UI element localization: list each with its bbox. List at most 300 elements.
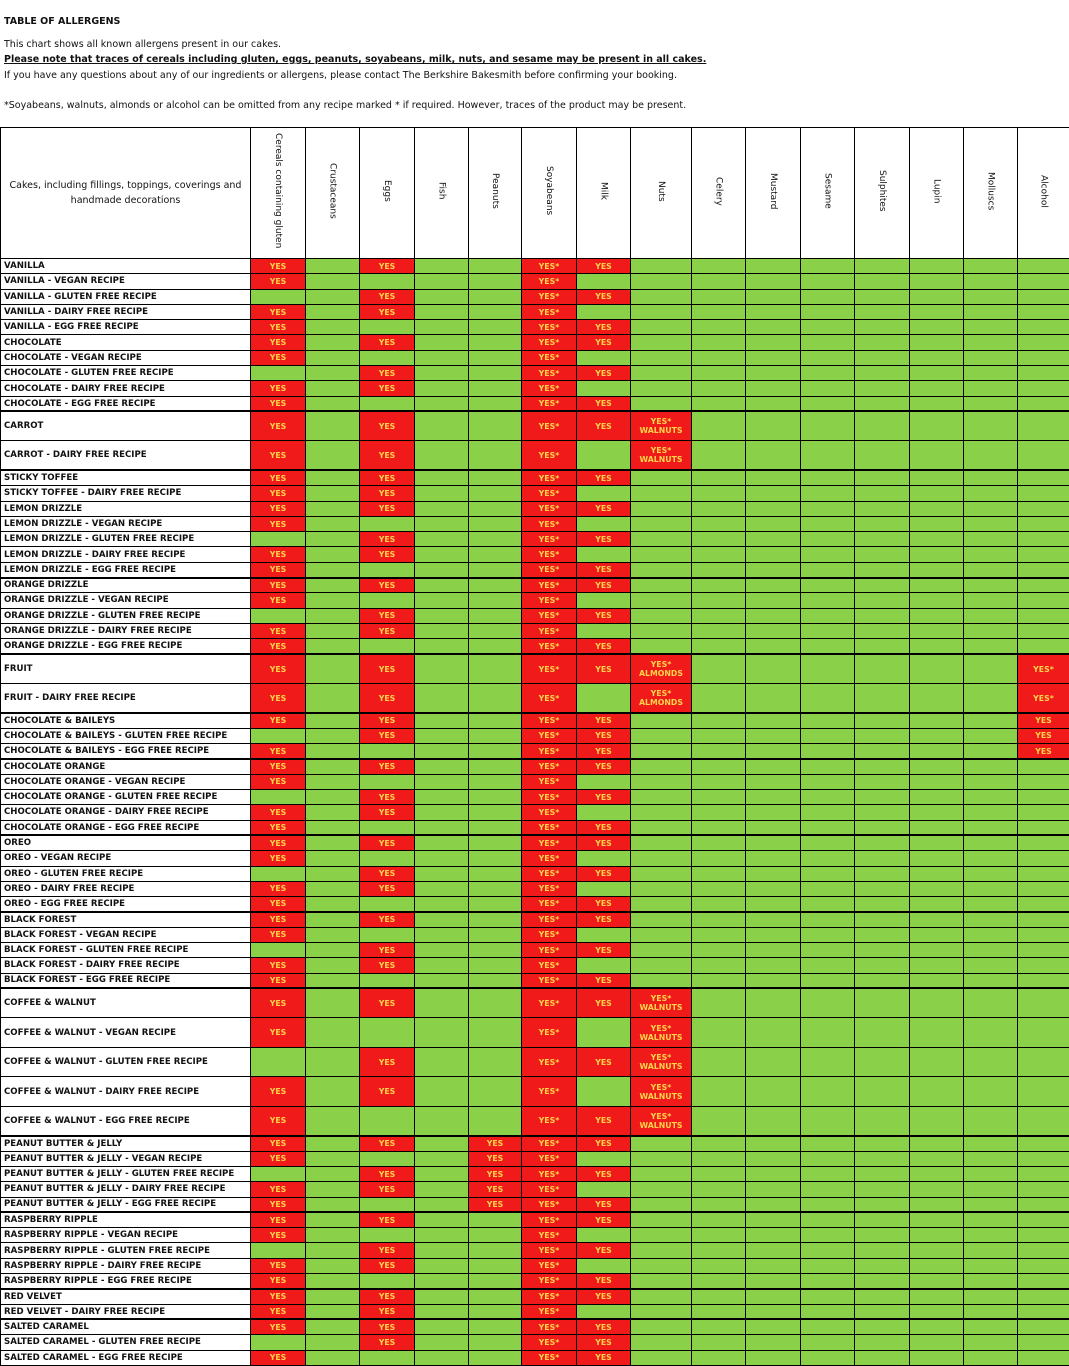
allergen-absent-cell [692, 366, 746, 381]
allergen-absent-cell [251, 1047, 306, 1077]
allergen-present-cell: YES [251, 1212, 306, 1227]
allergen-absent-cell [251, 790, 306, 805]
column-header-label: Mustard [768, 173, 778, 209]
allergen-absent-cell [1018, 1018, 1069, 1048]
allergen-absent-cell [415, 1228, 469, 1243]
table-row [1, 897, 1069, 912]
allergen-absent-cell [469, 713, 522, 728]
allergen-absent-cell [1018, 396, 1069, 411]
cake-name: OREO [1, 835, 251, 850]
table-row [1, 820, 1069, 835]
allergen-absent-cell [360, 1274, 415, 1289]
allergen-absent-cell [360, 516, 415, 531]
allergen-absent-cell [692, 1319, 746, 1334]
column-header [631, 128, 692, 259]
allergen-present-cell: YES* [522, 259, 577, 274]
allergen-absent-cell [415, 441, 469, 471]
allergen-absent-cell [415, 1274, 469, 1289]
table-row [1, 1077, 1069, 1107]
allergen-absent-cell [692, 1243, 746, 1258]
allergen-absent-cell [692, 623, 746, 638]
allergen-absent-cell [1018, 366, 1069, 381]
allergen-absent-cell [1018, 820, 1069, 835]
allergen-absent-cell [306, 1335, 360, 1350]
allergen-absent-cell [306, 259, 360, 274]
allergen-absent-cell [910, 1047, 964, 1077]
allergen-absent-cell [801, 927, 855, 942]
allergen-present-cell: YES [577, 289, 631, 304]
allergen-absent-cell [306, 1047, 360, 1077]
allergen-present-cell: YES [251, 1151, 306, 1166]
allergen-present-cell: YES [469, 1136, 522, 1151]
column-header [360, 128, 415, 259]
allergen-absent-cell [855, 713, 910, 728]
allergen-absent-cell [631, 897, 692, 912]
allergen-absent-cell [415, 304, 469, 319]
allergen-present-cell: YES [251, 1289, 306, 1304]
allergen-absent-cell [801, 1350, 855, 1365]
allergen-absent-cell [251, 1166, 306, 1181]
allergen-present-cell: YES* [522, 713, 577, 728]
allergen-absent-cell [964, 411, 1018, 441]
allergen-absent-cell [746, 820, 801, 835]
allergen-absent-cell [746, 350, 801, 365]
allergen-present-cell: YES [251, 805, 306, 820]
allergen-present-cell: YES* [522, 1289, 577, 1304]
allergen-absent-cell [306, 639, 360, 654]
allergen-absent-cell [1018, 1258, 1069, 1273]
allergen-absent-cell [746, 304, 801, 319]
allergen-present-cell: YES [577, 759, 631, 774]
allergen-absent-cell [692, 713, 746, 728]
allergen-absent-cell [469, 1319, 522, 1334]
allergen-absent-cell [692, 1335, 746, 1350]
allergen-present-cell: YES [251, 820, 306, 835]
allergen-absent-cell [801, 274, 855, 289]
allergen-absent-cell [306, 988, 360, 1018]
allergen-absent-cell [577, 805, 631, 820]
allergen-absent-cell [855, 1197, 910, 1212]
allergen-present-cell: YES [360, 501, 415, 516]
table-row [1, 593, 1069, 608]
allergen-present-cell: YES* [522, 835, 577, 850]
allergen-absent-cell [631, 820, 692, 835]
table-row [1, 1289, 1069, 1304]
allergen-absent-cell [855, 1289, 910, 1304]
allergen-absent-cell [360, 1151, 415, 1166]
allergen-absent-cell [631, 608, 692, 623]
allergen-absent-cell [910, 547, 964, 562]
allergen-absent-cell [469, 866, 522, 881]
allergen-absent-cell [692, 973, 746, 988]
allergen-absent-cell [801, 1274, 855, 1289]
allergen-absent-cell [415, 713, 469, 728]
allergen-absent-cell [964, 1350, 1018, 1365]
allergen-present-cell: YES [251, 897, 306, 912]
allergen-absent-cell [692, 1077, 746, 1107]
allergen-absent-cell [1018, 958, 1069, 973]
allergen-absent-cell [964, 805, 1018, 820]
allergen-present-cell: YES [360, 654, 415, 684]
allergen-present-cell: YES [251, 381, 306, 396]
allergen-absent-cell [306, 1166, 360, 1181]
allergen-absent-cell [746, 411, 801, 441]
allergen-absent-cell [964, 486, 1018, 501]
allergen-absent-cell [631, 759, 692, 774]
allergen-absent-cell [251, 608, 306, 623]
allergen-present-cell: YES* [522, 805, 577, 820]
allergen-absent-cell [1018, 1335, 1069, 1350]
allergen-present-cell: YES [251, 744, 306, 759]
allergen-absent-cell [415, 532, 469, 547]
allergen-absent-cell [746, 1289, 801, 1304]
allergen-absent-cell [306, 973, 360, 988]
allergen-absent-cell [964, 1018, 1018, 1048]
allergen-absent-cell [855, 335, 910, 350]
allergen-absent-cell [692, 1350, 746, 1365]
allergen-absent-cell [855, 1182, 910, 1197]
allergen-absent-cell [746, 1304, 801, 1319]
allergen-absent-cell [855, 744, 910, 759]
allergen-absent-cell [306, 851, 360, 866]
allergen-absent-cell [415, 654, 469, 684]
allergen-absent-cell [910, 578, 964, 593]
allergen-absent-cell [910, 1182, 964, 1197]
allergen-absent-cell [801, 881, 855, 896]
allergen-present-cell: YES [360, 866, 415, 881]
allergen-absent-cell [964, 320, 1018, 335]
allergen-absent-cell [910, 973, 964, 988]
allergen-absent-cell [415, 881, 469, 896]
allergen-absent-cell [1018, 1047, 1069, 1077]
allergen-absent-cell [469, 350, 522, 365]
allergen-absent-cell [801, 1228, 855, 1243]
allergen-absent-cell [360, 973, 415, 988]
allergen-absent-cell [692, 1304, 746, 1319]
cake-name: BLACK FOREST - DAIRY FREE RECIPE [1, 958, 251, 973]
allergen-absent-cell [306, 912, 360, 927]
allergen-present-cell: YES [251, 320, 306, 335]
table-row [1, 1166, 1069, 1181]
allergen-present-cell: YES [577, 1350, 631, 1365]
allergen-absent-cell [692, 988, 746, 1018]
allergen-absent-cell [692, 1166, 746, 1181]
allergen-absent-cell [631, 927, 692, 942]
allergen-absent-cell [251, 728, 306, 743]
allergen-present-cell: YES* WALNUTS [631, 988, 692, 1018]
allergen-absent-cell [910, 1243, 964, 1258]
allergen-absent-cell [415, 759, 469, 774]
allergen-absent-cell [469, 1304, 522, 1319]
allergen-absent-cell [469, 988, 522, 1018]
allergen-present-cell: YES [360, 1212, 415, 1227]
allergen-absent-cell [631, 304, 692, 319]
allergen-present-cell: YES* [522, 547, 577, 562]
allergen-absent-cell [469, 897, 522, 912]
allergen-present-cell: YES [251, 1182, 306, 1197]
allergen-absent-cell [306, 1243, 360, 1258]
allergen-absent-cell [910, 912, 964, 927]
allergen-absent-cell [801, 486, 855, 501]
allergen-absent-cell [910, 1335, 964, 1350]
allergen-absent-cell [360, 744, 415, 759]
allergen-absent-cell [746, 1106, 801, 1136]
table-row [1, 1274, 1069, 1289]
cake-name: RASPBERRY RIPPLE [1, 1212, 251, 1227]
allergen-absent-cell [746, 1319, 801, 1334]
allergen-absent-cell [910, 470, 964, 485]
allergen-absent-cell [746, 713, 801, 728]
column-header [1018, 128, 1069, 259]
allergen-absent-cell [801, 501, 855, 516]
allergen-absent-cell [801, 1136, 855, 1151]
allergen-absent-cell [469, 759, 522, 774]
allergen-absent-cell [577, 441, 631, 471]
allergen-absent-cell [469, 1077, 522, 1107]
allergen-present-cell: YES [360, 942, 415, 957]
table-row [1, 1228, 1069, 1243]
allergen-absent-cell [415, 578, 469, 593]
allergen-absent-cell [577, 958, 631, 973]
allergen-absent-cell [577, 851, 631, 866]
allergen-absent-cell [415, 593, 469, 608]
allergen-absent-cell [855, 1136, 910, 1151]
allergen-absent-cell [1018, 289, 1069, 304]
allergen-absent-cell [855, 684, 910, 714]
allergen-absent-cell [855, 532, 910, 547]
allergen-absent-cell [692, 927, 746, 942]
allergen-present-cell: YES [360, 912, 415, 927]
allergen-present-cell: YES [577, 366, 631, 381]
allergen-present-cell: YES [577, 1243, 631, 1258]
allergen-absent-cell [251, 289, 306, 304]
table-row [1, 289, 1069, 304]
cake-name: LEMON DRIZZLE - VEGAN RECIPE [1, 516, 251, 531]
cake-name: RED VELVET [1, 1289, 251, 1304]
allergen-absent-cell [746, 654, 801, 684]
allergen-present-cell: YES [360, 988, 415, 1018]
allergen-absent-cell [910, 942, 964, 957]
allergen-absent-cell [692, 304, 746, 319]
allergen-absent-cell [306, 1018, 360, 1048]
allergen-present-cell: YES* [522, 516, 577, 531]
allergen-absent-cell [306, 501, 360, 516]
allergen-present-cell: YES* [522, 728, 577, 743]
allergen-absent-cell [801, 942, 855, 957]
allergen-present-cell: YES [251, 396, 306, 411]
allergen-absent-cell [801, 851, 855, 866]
allergen-absent-cell [692, 486, 746, 501]
allergen-absent-cell [415, 381, 469, 396]
cake-name: COFFEE & WALNUT - VEGAN RECIPE [1, 1018, 251, 1048]
allergen-absent-cell [1018, 1106, 1069, 1136]
allergen-absent-cell [1018, 973, 1069, 988]
allergen-present-cell: YES [251, 912, 306, 927]
allergen-absent-cell [746, 912, 801, 927]
allergen-present-cell: YES* [522, 304, 577, 319]
allergen-absent-cell [306, 684, 360, 714]
allergen-absent-cell [469, 820, 522, 835]
allergen-absent-cell [855, 639, 910, 654]
allergen-absent-cell [415, 501, 469, 516]
allergen-absent-cell [692, 1228, 746, 1243]
allergen-absent-cell [360, 274, 415, 289]
cake-name: VANILLA - DAIRY FREE RECIPE [1, 304, 251, 319]
table-row [1, 1106, 1069, 1136]
allergen-absent-cell [306, 304, 360, 319]
allergen-present-cell: YES [577, 1274, 631, 1289]
allergen-absent-cell [631, 881, 692, 896]
allergen-present-cell: YES [251, 441, 306, 471]
allergen-present-cell: YES [577, 259, 631, 274]
allergen-present-cell: YES [251, 1319, 306, 1334]
allergen-absent-cell [360, 593, 415, 608]
table-row [1, 441, 1069, 471]
allergen-present-cell: YES [577, 1212, 631, 1227]
allergen-absent-cell [855, 866, 910, 881]
allergen-absent-cell [801, 820, 855, 835]
allergen-absent-cell [469, 1047, 522, 1077]
allergen-present-cell: YES* [522, 1166, 577, 1181]
allergen-absent-cell [692, 639, 746, 654]
allergen-present-cell: YES [251, 274, 306, 289]
allergen-absent-cell [801, 1151, 855, 1166]
cake-name: RASPBERRY RIPPLE - VEGAN RECIPE [1, 1228, 251, 1243]
allergen-present-cell: YES* [522, 593, 577, 608]
allergen-absent-cell [692, 805, 746, 820]
allergen-absent-cell [964, 532, 1018, 547]
cake-name: ORANGE DRIZZLE - GLUTEN FREE RECIPE [1, 608, 251, 623]
allergen-absent-cell [415, 547, 469, 562]
allergen-absent-cell [577, 623, 631, 638]
allergen-absent-cell [469, 578, 522, 593]
allergen-present-cell: YES [360, 1335, 415, 1350]
allergen-present-cell: YES [577, 1197, 631, 1212]
allergen-absent-cell [469, 501, 522, 516]
allergen-absent-cell [1018, 1182, 1069, 1197]
allergen-present-cell: YES [251, 774, 306, 789]
allergen-present-cell: YES [251, 851, 306, 866]
allergen-present-cell: YES [360, 835, 415, 850]
allergen-absent-cell [746, 927, 801, 942]
allergen-absent-cell [577, 1151, 631, 1166]
allergen-present-cell: YES [251, 1197, 306, 1212]
allergen-absent-cell [746, 1151, 801, 1166]
cake-name: OREO - GLUTEN FREE RECIPE [1, 866, 251, 881]
allergen-absent-cell [631, 1136, 692, 1151]
allergen-absent-cell [855, 366, 910, 381]
allergen-absent-cell [1018, 274, 1069, 289]
allergen-present-cell: YES [360, 608, 415, 623]
allergen-absent-cell [1018, 304, 1069, 319]
allergen-present-cell: YES [251, 547, 306, 562]
cake-name: PEANUT BUTTER & JELLY [1, 1136, 251, 1151]
allergen-absent-cell [306, 1182, 360, 1197]
allergen-present-cell: YES [360, 881, 415, 896]
allergen-present-cell: YES* [522, 912, 577, 927]
allergen-absent-cell [910, 1151, 964, 1166]
cake-name: RED VELVET - DAIRY FREE RECIPE [1, 1304, 251, 1319]
column-header-label: Celery [714, 177, 724, 206]
allergen-absent-cell [692, 790, 746, 805]
allergen-absent-cell [910, 1304, 964, 1319]
allergen-present-cell: YES [251, 1018, 306, 1048]
allergen-absent-cell [692, 942, 746, 957]
allergen-absent-cell [910, 1228, 964, 1243]
allergen-present-cell: YES [360, 578, 415, 593]
allergen-absent-cell [855, 805, 910, 820]
allergen-absent-cell [469, 259, 522, 274]
allergen-absent-cell [415, 1077, 469, 1107]
table-row [1, 501, 1069, 516]
allergen-absent-cell [415, 912, 469, 927]
allergen-absent-cell [306, 1289, 360, 1304]
allergen-absent-cell [306, 1212, 360, 1227]
allergen-absent-cell [801, 547, 855, 562]
allergen-absent-cell [1018, 501, 1069, 516]
allergen-absent-cell [801, 684, 855, 714]
allergen-absent-cell [801, 805, 855, 820]
allergen-present-cell: YES [251, 501, 306, 516]
allergen-absent-cell [964, 1274, 1018, 1289]
allergen-absent-cell [801, 470, 855, 485]
allergen-present-cell: YES* [522, 396, 577, 411]
allergen-absent-cell [469, 639, 522, 654]
allergen-absent-cell [306, 958, 360, 973]
cake-name: SALTED CARAMEL [1, 1319, 251, 1334]
allergen-absent-cell [631, 728, 692, 743]
allergen-present-cell: YES [251, 973, 306, 988]
allergen-absent-cell [801, 958, 855, 973]
allergen-absent-cell [415, 942, 469, 957]
allergen-present-cell: YES* [522, 381, 577, 396]
allergen-absent-cell [910, 532, 964, 547]
allergen-absent-cell [692, 320, 746, 335]
column-header [801, 128, 855, 259]
cake-name: SALTED CARAMEL - GLUTEN FREE RECIPE [1, 1335, 251, 1350]
allergen-absent-cell [801, 835, 855, 850]
allergen-absent-cell [746, 1166, 801, 1181]
allergen-absent-cell [415, 805, 469, 820]
allergen-absent-cell [306, 532, 360, 547]
cake-name: OREO - DAIRY FREE RECIPE [1, 881, 251, 896]
allergen-present-cell: YES* [522, 790, 577, 805]
allergen-absent-cell [415, 973, 469, 988]
allergen-absent-cell [1018, 1304, 1069, 1319]
allergen-present-cell: YES [251, 1258, 306, 1273]
allergen-present-cell: YES [360, 1136, 415, 1151]
allergen-absent-cell [1018, 881, 1069, 896]
allergen-absent-cell [855, 501, 910, 516]
allergen-absent-cell [964, 973, 1018, 988]
allergen-absent-cell [746, 881, 801, 896]
allergen-absent-cell [964, 927, 1018, 942]
allergen-absent-cell [1018, 1151, 1069, 1166]
allergen-absent-cell [801, 912, 855, 927]
allergen-absent-cell [855, 851, 910, 866]
allergen-absent-cell [306, 1106, 360, 1136]
column-header-label: Peanuts [490, 173, 500, 209]
allergen-absent-cell [855, 835, 910, 850]
allergen-absent-cell [692, 608, 746, 623]
allergen-absent-cell [746, 835, 801, 850]
allergen-absent-cell [631, 396, 692, 411]
allergen-absent-cell [1018, 774, 1069, 789]
allergen-absent-cell [692, 1274, 746, 1289]
allergen-absent-cell [855, 274, 910, 289]
allergen-absent-cell [801, 608, 855, 623]
allergen-absent-cell [801, 1077, 855, 1107]
